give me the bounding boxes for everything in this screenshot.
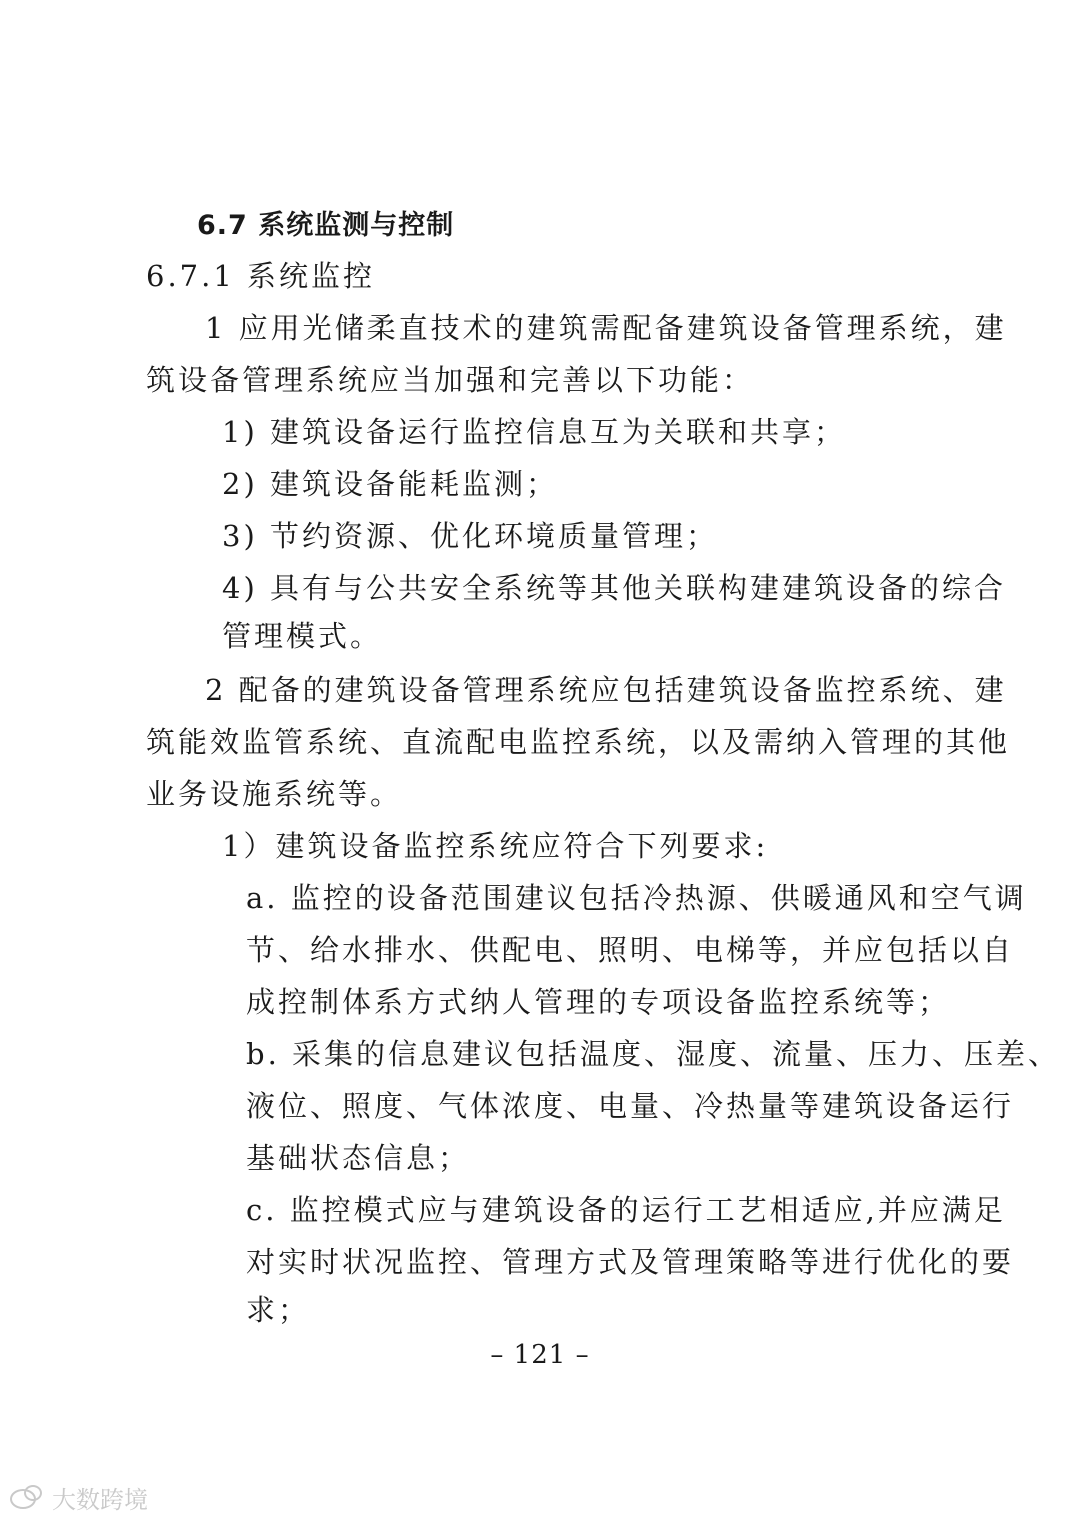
item-c-line-3: 求； (246, 1293, 311, 1327)
list-item-3: 3) 节约资源、优化环境质量管理； (222, 519, 718, 553)
page-number: – 121 – (490, 1340, 590, 1370)
paragraph-1-line-1: 1 应用光储柔直技术的建筑需配备建筑设备管理系统，建 (205, 311, 1007, 345)
item-b-line-2: 液位、照度、气体浓度、电量、冷热量等建筑设备运行 (246, 1089, 1015, 1123)
list-item-2: 2) 建筑设备能耗监测； (222, 467, 558, 501)
paragraph-2-line-2: 筑能效监管系统、直流配电监控系统，以及需纳入管理的其他 (146, 725, 1011, 759)
item-a-line-1: a. 监控的设备范围建议包括冷热源、供暖通风和空气调 (246, 881, 1027, 915)
paragraph-2-line-1: 2 配备的建筑设备管理系统应包括建筑设备监控系统、建 (205, 673, 1007, 707)
item-a-line-2: 节、给水排水、供配电、照明、电梯等，并应包括以自 (246, 933, 1015, 967)
item-c-line-1: c. 监控模式应与建筑设备的运行工艺相适应,并应满足 (246, 1193, 1006, 1227)
list-item-1: 1) 建筑设备运行监控信息互为关联和共享； (222, 415, 846, 449)
list-item-4-continuation: 管理模式。 (222, 619, 383, 653)
paragraph-1-line-2: 筑设备管理系统应当加强和完善以下功能： (146, 363, 755, 397)
item-c-line-2: 对实时状况监控、管理方式及管理策略等进行优化的要 (246, 1245, 1015, 1279)
weibo-style-logo-icon (8, 1483, 46, 1513)
subsection-heading: 6.7.1 系统监控 (146, 259, 376, 293)
watermark (8, 1480, 148, 1515)
watermark-text: 大数跨境 (52, 1486, 148, 1514)
sub-list-heading: 1）建筑设备监控系统应符合下列要求: (222, 829, 769, 863)
list-item-4: 4) 具有与公共安全系统等其他关联构建建筑设备的综合 (222, 571, 1006, 605)
section-heading: 6.7 系统监测与控制 (197, 210, 455, 241)
item-b-line-1: b. 采集的信息建议包括温度、湿度、流量、压力、压差、 (246, 1037, 1061, 1071)
paragraph-2-line-3: 业务设施系统等。 (146, 777, 403, 811)
item-b-line-3: 基础状态信息； (246, 1141, 471, 1175)
item-a-line-3: 成控制体系方式纳人管理的专项设备监控系统等； (246, 985, 951, 1019)
